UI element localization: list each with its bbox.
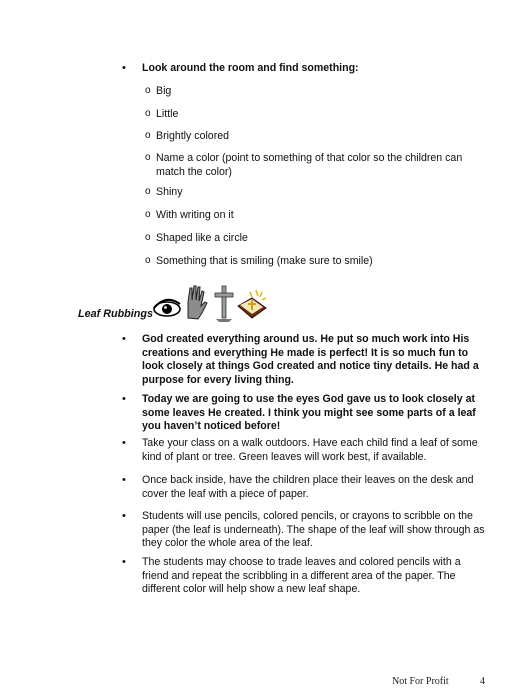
bible-icon — [238, 290, 266, 318]
bullet-dot: • — [122, 62, 126, 74]
cross-icon — [215, 286, 233, 322]
eye-icon — [154, 300, 180, 316]
bullet-dot: • — [122, 556, 126, 568]
sub-item-text: Shaped like a circle — [156, 232, 248, 244]
bullet-dot: • — [122, 510, 126, 522]
bullet-text: Look around the room and find something: — [142, 62, 359, 74]
bullet-dot: • — [122, 333, 126, 345]
bullet-dot: • — [122, 474, 126, 486]
sub-item-text: Brightly colored — [156, 130, 230, 142]
footer-text: Not For Profit — [392, 676, 449, 687]
bullet-text: Take your class on a walk outdoors. Have each child find a leaf of some kind of plant or tree. Green leaves will work best, if available. — [142, 437, 478, 463]
bullet-text: The students may choose to trade leaves and colored pencils with a friend and repeat the scribbling in a different area of the paper. The different color will help show a new leaf shape. — [142, 556, 461, 596]
sub-item-text: Name a color (point to something of that color so the children can match the color) — [156, 152, 463, 178]
section-title: Leaf Rubbings — [78, 308, 153, 320]
sub-item-text: Big — [156, 85, 172, 97]
sub-bullet-icon: o — [145, 232, 151, 243]
sub-bullet-icon: o — [145, 209, 151, 220]
sub-bullet-icon: o — [145, 152, 151, 163]
sub-bullet-icon: o — [145, 186, 151, 197]
sub-bullet-icon: o — [145, 108, 151, 119]
bullet-dot: • — [122, 393, 126, 405]
hand-icon — [188, 286, 207, 319]
sub-bullet-icon: o — [145, 130, 151, 141]
icon-strip — [152, 282, 272, 324]
bullet-text: Students will use pencils, colored pencils, or crayons to scribble on the paper (the leaf is underneath). The shape of the leaf will show through as they color the whole area of the leaf. — [142, 510, 485, 550]
sub-bullet-icon: o — [145, 85, 151, 96]
bullet-text: God created everything around us. He put so much work into His creations and everything He made is perfect! It is so much fun to look closely at things God created and notice tiny details. He had a purpose for every living thing. — [142, 333, 479, 386]
bullet-text: Today we are going to use the eyes God gave us to look closely at some leaves He created. I think you might see some parts of a leaf you haven’t noticed before! — [142, 393, 476, 433]
sub-bullet-icon: o — [145, 255, 151, 266]
bullet-text: Once back inside, have the children place their leaves on the desk and cover the leaf with a piece of paper. — [142, 474, 474, 500]
sub-item-text: Little — [156, 108, 179, 120]
sub-item-text: With writing on it — [156, 209, 234, 221]
page-number: 4 — [480, 676, 485, 687]
bullet-dot: • — [122, 437, 126, 449]
sub-item-text: Shiny — [156, 186, 183, 198]
sub-item-text: Something that is smiling (make sure to smile) — [156, 255, 373, 267]
